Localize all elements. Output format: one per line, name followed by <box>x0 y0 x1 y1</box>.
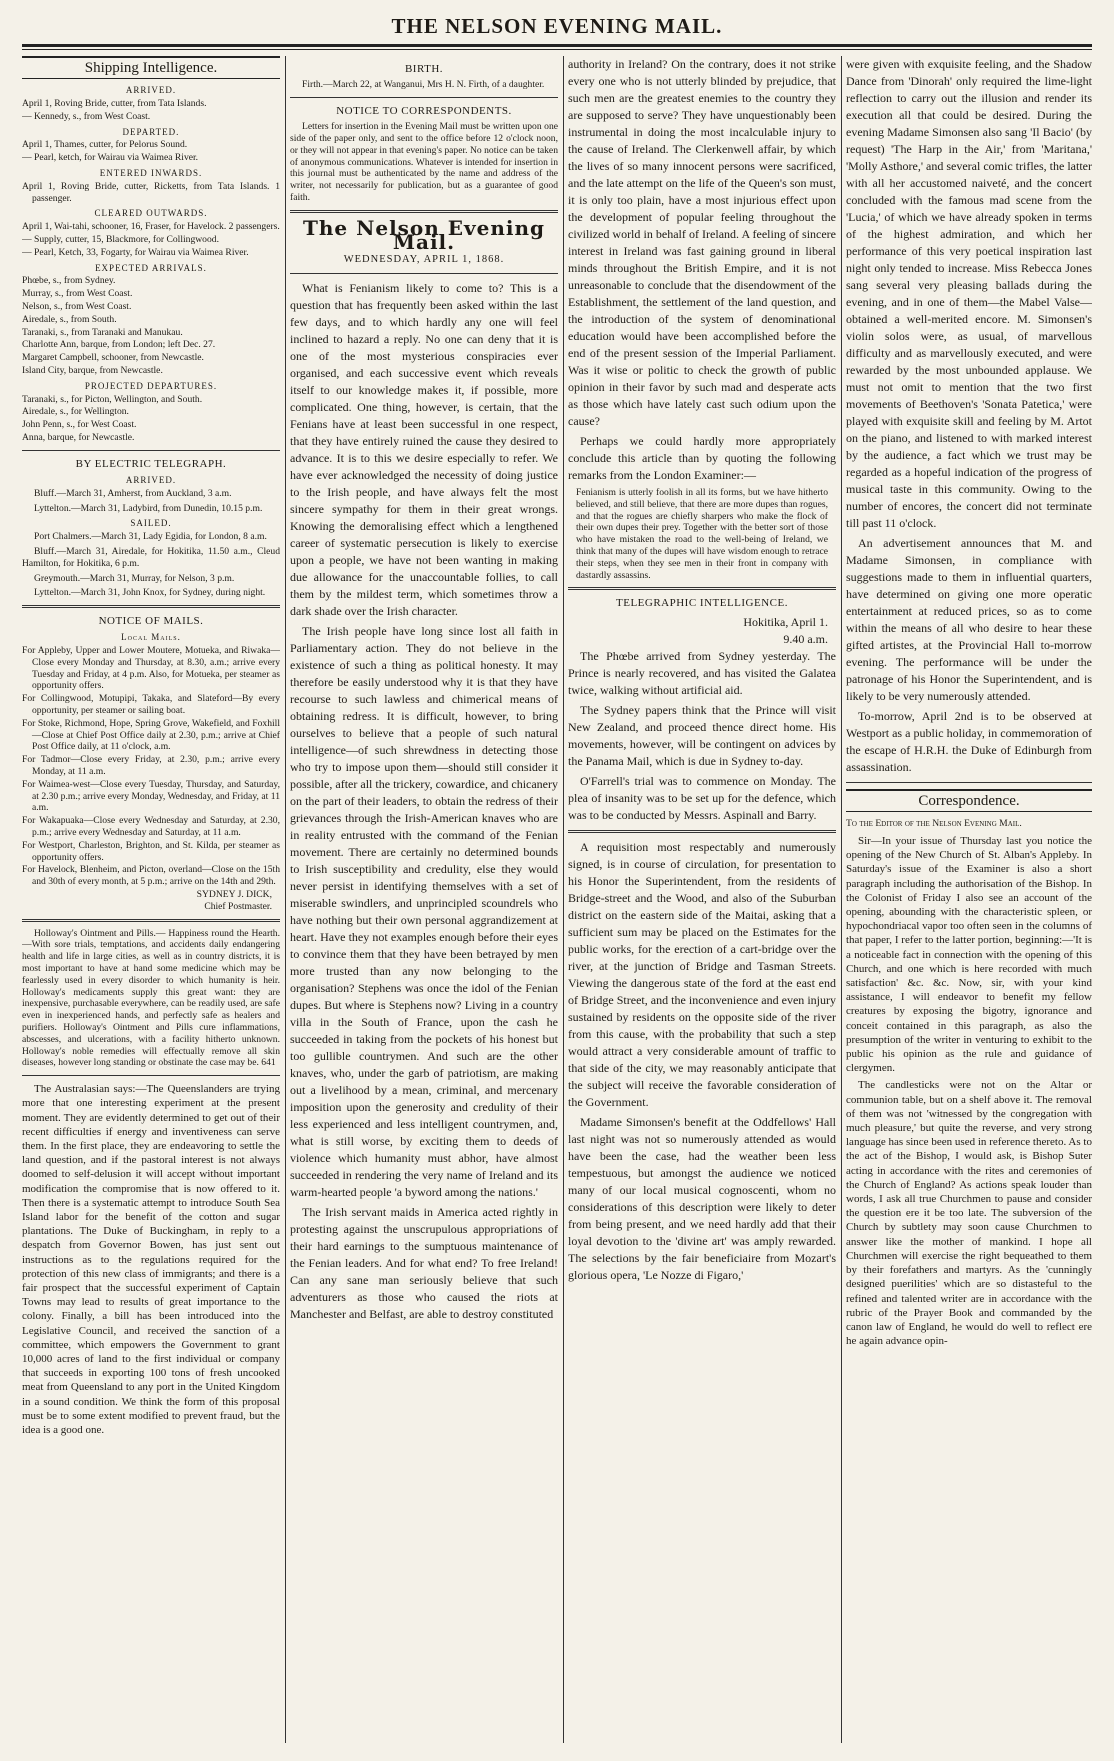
list-item: For Stoke, Richmond, Hope, Spring Grove, Wakefield, and Foxhill—Close at Chief Post Office daily at 2.30, p.m.; arrive at Chief Post Office daily, at 11 o'clock, a.m. <box>22 717 280 753</box>
list-item: Phœbe, s., from Sydney. <box>22 275 116 287</box>
divider <box>22 1075 280 1076</box>
australasian-article: The Australasian says:—The Queenslanders are trying more that one interesting experiment at the present moment. They are evidently determined to get out of their recent difficulties if energy and inventiveness can serve them. In the first place, they are endeavoring to settle the land question, and if the pastoral interest is not always doomed to self-delusion it will accept without important modification the compromise that is now offered to it. Then there is a systematic attempt to introduce South Sea Island labor for the benefit of the cotton and sugar plantations. The Duke of Buckingham, in reply to a despatch from Governor Bowen, has just sent out instructions as to the regulations required for the protection of this new class of immigrants; and there is a fair prospect that the successful experiment of Captain Towns may lead to results of great importance to the colony. Finally, a bill has been introduced into the Legislative Council, and received the sanction of a committee, which empowers the Government to grant 10,000 acres of land to the first individual or company that succeeds in exporting 100 tons of fresh uncooked meat from Queensland to any port in the United Kingdom in a sound condition. We think the form of this proposal must be to some extent modified to prevent fraud, but the idea is a good one. <box>22 1083 280 1437</box>
shipping-heading: Shipping Intelligence. <box>22 56 280 79</box>
list-item: Charlotte Ann, barque, from London; left Dec. 27. <box>22 339 216 351</box>
list-item: Murray, s., from West Coast. <box>22 288 133 300</box>
mails-section <box>22 632 280 912</box>
notice-heading: NOTICE TO CORRESPONDENTS. <box>336 105 512 117</box>
tele-p1: The Phœbe arrived from Sydney yesterday. The Prince is nearly recovered, and has visited the Galatea twice, walking without artificial aid. <box>568 648 836 697</box>
list-item: — Pearl, Ketch, 33, Fogarty, for Wairau via Waimea River. <box>22 246 249 258</box>
list-item: — Supply, cutter, 15, Blackmore, for Collingwood. <box>22 233 219 245</box>
examiner-quote: Fenianism is utterly foolish in all its forms, but we have hitherto believed, and still believe, that there are more dupes than rogues, and that the rogues are chiefly sharpers who make the flock of their own dupes their prey. Together with the better sort of those who have mistaken the road to the well-being of Ireland, we think that many of the dupes will have wisdom enough to retrace their steps, when they see men in their front in company with dastardly assassins. <box>576 487 828 581</box>
editorial-conclusion: Perhaps we could hardly more appropriately conclude this article than by quoting the following remarks from the London Examiner:— <box>568 434 836 482</box>
telegraphic-heading: TELEGRAPHIC INTELLIGENCE. <box>616 597 788 610</box>
divider <box>568 587 836 590</box>
projected-label: PROJECTED DEPARTURES. <box>84 380 218 391</box>
list-item: Bluff.—March 31, Amherst, from Auckland, 3 a.m. <box>34 487 232 499</box>
advert-article: An advertisement announces that M. and Madame Simonsen, in compliance with suggestions made to them in influential quarters, have determined on giving one more operatic entertainment at reduced prices, so as to come within the means of all who desire to hear these gifted artistes, at the Provincial Hall to-morrow evening. The performance will be under the patronage of his Honor the Superintendent, and is likely to be very numerously attended. <box>846 536 1092 703</box>
list-item: For Collingwood, Motupipi, Takaka, and Slateford—By every opportunity, per steamer or sailing boat. <box>22 693 280 717</box>
list-item: For Tadmor—Close every Friday, at 2.30, p.m.; arrive every Monday, at 11 a.m. <box>22 754 280 778</box>
tele-arrived-label: ARRIVED. <box>125 474 177 485</box>
local-mails-label: Local Mails. <box>121 632 181 643</box>
correspondence-heading: Correspondence. <box>846 789 1092 812</box>
editorial-p3: The Irish servant maids in America acted rightly in protesting against the unscrupulous appropriations of their hard earnings to the sumptuous maintenance of the Fenian leaders. And for what end? To free Ireland! Can any sane man seriously believe that such adventurers as those who caused the riots at Manchester and Belfast, are able to destroy constituted <box>290 1205 558 1322</box>
editorial-p2: The Irish people have long since lost all faith in Parliamentary action. They do not believe in the existence of such a thing as political honesty. It may therefore be easily understood why it is that they have recourse to such lawless and chimerical means of obtaining redress. It is difficult, however, to bring ourselves to believe that a people of such natural intelligence—of such shrewdness in detecting those who try to impose upon them—should still consider it possible, after all the trickery, cowardice, and chicanery on the part of their leaders, to obtain the redress of their grievances through the Irish-American knaves who are in reality entrusted with the command of the Fenian movement. There are certainly no determined bounds to Irish susceptibility and credulity, else they would never persist in identifying themselves with a set of miserable swindlers, and unprincipled scoundrels who have nothing but their own personal aggrandizement at heart. Have they not examples enough before their eyes to convince them that they have been betrayed by men more trusted than any now belonging to the organisation? Stephens was once the idol of the Fenian dupes. But where is Stephens now? Living in a country villa in the South of France, upon the cash he succeeded in taking from the pockets of his honest but too gullible countrymen. And such are the other knaves, who, under the garb of patriotism, are making out a livelihood by a mean, criminal, and mercenary imposition upon the generosity and credulity of their less experienced and less intelligent countrymen, and, what is still worse, by exciting them to deeds of violence which humanity must abhor, have almost succeeded in rendering the very name of Ireland and its warm-hearted people 'a byword among the nations.' <box>290 624 558 1200</box>
list-item: For Waimea-west—Close every Tuesday, Thursday, and Saturday, at 2.30 p.m.; arrive every Monday, Wednesday, and Friday, at 11 a.m. <box>22 778 280 814</box>
list-item: Taranaki, s., for Picton, Wellington, and South. <box>22 393 203 405</box>
divider <box>22 450 280 451</box>
shipping-section <box>22 85 280 444</box>
divider <box>290 210 558 213</box>
list-item: Nelson, s., from West Coast. <box>22 300 132 312</box>
telegraph-heading: BY ELECTRIC TELEGRAPH. <box>75 457 227 470</box>
list-item: April 1, Roving Bride, cutter, Ricketts, from Tata Islands. 1 passenger. <box>22 180 280 204</box>
list-item: John Penn, s., for West Coast. <box>22 419 137 431</box>
list-item: For Appleby, Upper and Lower Moutere, Motueka, and Riwaka—Close every Monday and Thursday, at 8.30, a.m.; arrive every Tuesday and Friday, at 4 p.m. Also, for Motueka, per steamer as opportunity offers. <box>22 645 280 692</box>
list-item: Airedale, s., from South. <box>22 313 117 325</box>
to-editor: To the Editor of the Nelson Evening Mail. <box>846 818 1022 830</box>
list-item: For Westport, Charleston, Brighton, and St. Kilda, per steamer as opportunity offers. <box>22 839 280 863</box>
entered-label: ENTERED INWARDS. <box>99 167 203 178</box>
arrived-label: ARRIVED. <box>125 85 177 96</box>
cleared-label: CLEARED OUTWARDS. <box>94 208 208 219</box>
list-item: April 1, Roving Bride, cutter, from Tata Islands. <box>22 98 207 109</box>
letter-p2: The candlesticks were not on the Altar or communion table, but on a shelf above it. The removal of them was not 'witnessed by the congregation with much pleasure,' but quite the reverse, and very strong language has since been used in reference thereto. As to the act of the Bishop, I would ask, is Bishop Suter acting in accordance with the rites and ceremonies of the Church of England? As actions speak louder than words, I ask all true Churchmen to pause and consider the question ere it be too late. The subversion of the Church by subtlety may soon cause Churchmen to answer like the mother of mankind. I hope all Churchmen will exercise the right bequeathed to them by their forefathers and martyrs. As the 'cunningly designed puerilities' which are so distasteful to the refined and talented writer are in accordance with the rubric of the Prayer Book and commanded by the canon law of England, he would do well to reflect ere he again advance opin- <box>846 1079 1092 1348</box>
simonsen-continued: were given with exquisite feeling, and the Shadow Dance from 'Dinorah' only required the lime-light reflection to carry out the illusion and render its execution all that could be desired. During the evening Madame Simonsen also sang 'Il Bacio' (by request) 'The Harp in the Air,' from 'Maritana,' 'Molly Asthore,' and several comic trifles, the latter with all her accustomed naiveté, and the concert concluded with the famous mad scene from the 'Lucia,' of which we have already spoken in terms of the highest admiration, and which her performance of this very poetical inspiration last night only tended to increase. Miss Rebecca Jones sang several very pleasing ballads during the evening, and in one of them—the Mabel Valse—obtained a well-merited encore. M. Simonsen's violin solos were, as usual, of marvellous difficulty and as marvellously executed, and were rewarded by the most unbounded applause. We must not omit to mention that the two first movements of Beethoven's 'Sonata Patetica,' were played with exquisite skill and feeling by M. Artot on the piano, and listened to with marked interest by the audience, a fact which we trust may be regarded as a hopeful indication of the progress of musical taste in this community. Owing to the number of encores, the concert did not terminate till past 11 o'clock. <box>846 57 1092 530</box>
list-item: Island City, barque, from Newcastle. <box>22 364 163 376</box>
divider <box>846 782 1092 783</box>
list-item: Lyttelton.—March 31, Ladybird, from Dunedin, 10.15 p.m. <box>34 502 263 514</box>
editorial-continued: authority in Ireland? On the contrary, does it not strike every one who is not utterly blinded by prejudice, that such men are the greatest enemies to the country they are supposed to serve? They have unquestionably been instrumental in doing the most incalculable injury to the cause of Ireland. The Clerkenwell affair, by which the lives of so many innocent persons were sacrificed, and the late attempt on the life of the Queen's son must, it is only too plain, have a most injurious effect upon the development of popular feeling throughout the civilized world in behalf of Ireland. A feeling of sincere interest in Ireland was fast gaining ground in liberal minds throughout the British Empire, and it is not unreasonable to conclude that the disendowment of the Establishment, the settlement of the land question, and the introduction of the system of denominational education would have been accomplished before the end of the present session of the Imperial Parliament. Was it wise or politic to check the growth of public opinion in their favor by such mad and desperate acts as those which have lately cast such odium upon the cause? <box>568 57 836 428</box>
column-divider <box>285 56 286 1743</box>
list-item: Taranaki, s., from Taranaki and Manukau. <box>22 326 183 338</box>
list-item: — Pearl, ketch, for Wairau via Waimea River. <box>22 152 199 164</box>
editorial-p1: What is Fenianism likely to come to? This is a question that has frequently been asked within the last few days, and to which hardly any one will feel inclined to hazard a reply. No one can deny that it is one of the most mysterious conspiracies ever organised, and each successive event which reveals itself to our knowledge makes it, if possible, more complicated. One thing, however, is certain, that the Fenians have at least been successful in one respect, that they have entirely ruined the cause they desired to advance. It is to this we desire especially to refer. We have ever acknowledged the necessity of doing justice to the Irish people, and have always felt the most sincere sympathy for them in their great wrongs. Knowing the demoralising effect which a lengthened career of systematic persecution is likely to exercise upon a people, we have not been wanting in making due allowance for the unaccountable follies, to call them by the mildest term, which sometimes throw a dark shade over the Irish character. <box>290 281 558 619</box>
list-item: For Havelock, Blenheim, and Picton, overland—Close on the 15th and 30th of every month, at 5 p.m.; arrive on the 14th and 29th. <box>22 864 280 888</box>
list-item: — Kennedy, s., from West Coast. <box>22 110 151 122</box>
telegraph-section <box>22 475 280 599</box>
divider <box>22 919 280 922</box>
notice-text: Letters for insertion in the Evening Mail must be written upon one side of the paper only, and sent to the office before 12 o'clock noon, or they will not appear in that evening's paper. No notice can be taken of anonymous communications. Whatever is intended for insertion in this journal must be authenticated by the name and address of the writer, not necessarily for publication, but as a guarantee of good faith. <box>290 121 558 203</box>
column-2 <box>290 56 558 1747</box>
mails-heading: NOTICE OF MAILS. <box>98 615 204 628</box>
divider <box>22 605 280 608</box>
holloway-number: 641 <box>261 1057 276 1069</box>
divider <box>568 830 836 833</box>
column-1 <box>22 56 280 1747</box>
holloway-advert <box>22 928 280 1070</box>
issue-date: WEDNESDAY, APRIL 1, 1868. <box>343 254 505 266</box>
tele-time: 9.40 a.m. <box>783 631 828 646</box>
masthead-title: THE NELSON EVENING MAIL. <box>391 14 723 38</box>
list-item: Lyttelton.—March 31, John Knox, for Sydney, during night. <box>34 587 266 599</box>
list-item: Airedale, s., for Wellington. <box>22 406 129 418</box>
signature: SYDNEY J. DICK, <box>196 889 272 901</box>
tele-sailed-label: SAILED. <box>130 518 172 529</box>
expected-label: EXPECTED ARRIVALS. <box>95 262 207 273</box>
divider <box>290 97 558 98</box>
list-item: Port Chalmers.—March 31, Lady Egidia, for London, 8 a.m. <box>34 531 267 543</box>
tele-p3: O'Farrell's trial was to commence on Monday. The plea of insanity was to be set up for the defence, which was to be conducted by Messrs. Aspinall and Barry. <box>568 773 836 822</box>
list-item: April 1, Wai-tahi, schooner, 16, Fraser, for Havelock. 2 passengers. <box>22 221 280 233</box>
column-3 <box>568 56 836 1747</box>
birth-notice: Firth.—March 22, at Wanganui, Mrs H. N. Firth, of a daughter. <box>302 79 545 91</box>
letter-p1: Sir—In your issue of Thursday last you notice the opening of the New Church of St. Alban's Appleby. In Saturday's issue of the Examiner is also a short paragraph including the authorisation of the Bishop. In the Colonist of Friday I also see an account of the opening, abounding with the characteristic spleen, or hypochondriacal vapor too often seen in the columns of that paper, I refer to the latter portion, beginning:—'It is a noticeable fact in connection with the opening of this Church, and one which is here recorded with much satisfaction' &c. &c. Now, sir, with your kind assistance, I will endeavor to benefit my fellow creatures by exposing the bigotry, ignorance and conceit contained in this paragraph, as also the presumption of the writer in venturing to exhibit to the public his opinion as the rule and guidance of clergymen. <box>846 835 1092 1075</box>
simonsen-article: Madame Simonsen's benefit at the Oddfellows' Hall last night was not so numerously attended as would have been the case, had the weather been less tempestuous, but amongst the audience we noticed many of our local musical cognoscenti, whom no considerations of this description were likely to deter from being present, and we need hardly add that their loyal devotion to the 'divine art' was amply rewarded. The selections by the fair beneficiaire from Mozart's glorious opera, 'Le Nozze di Figaro,' <box>568 1114 836 1282</box>
tele-place: Hokitika, April 1. <box>743 614 828 629</box>
tele-p2: The Sydney papers think that the Prince will visit New Zealand, and proceed thence direct home. His movements, however, will be contingent on advices by the Panama Mail, which is due in Sydney to-day. <box>568 702 836 768</box>
paper-title: The Nelson Evening Mail. <box>302 215 546 254</box>
birth-heading: BIRTH. <box>404 63 444 75</box>
signature-title: Chief Postmaster. <box>204 900 272 912</box>
holiday-article: To-morrow, April 2nd is to be observed at Westport as a public holiday, in commemoration of the escape of H.R.H. the Duke of Edinburgh from assassination. <box>846 709 1092 774</box>
column-divider <box>563 56 564 1743</box>
list-item: Bluff.—March 31, Airedale, for Hokitika, 11.50 a.m., Cleud Hamilton, for Hokitika, 6 p.m. <box>22 545 280 569</box>
column-4 <box>846 56 1092 1747</box>
divider <box>290 273 558 274</box>
list-item: Margaret Campbell, schooner, from Newcastle. <box>22 352 204 364</box>
list-item: Anna, barque, for Newcastle. <box>22 431 135 443</box>
masthead-rule-thin <box>22 49 1092 50</box>
holloway-text: Holloway's Ointment and Pills.— Happiness round the Hearth.—With sore trials, temptations, and accidents daily endangering health and life in large cities, as well as in country districts, it is most important to have at hand some medicine which may be fearlessly used in every disorder to which humanity is heir. Holloway's medicaments supply this great want: they are inexpensive, purchasable everywhere, can be readily used, are safe even in inexperienced hands, and perfectly safe as healers and purifiers. Holloway's Ointment and Pills cure inflammations, abscesses, and ulcerations, with a facility hitherto unknown. Holloway's noble remedies will effectually remove all skin diseases, however long standing or obstinate the case may be. <box>22 927 280 1069</box>
requisition-article: A requisition most respectably and numerously signed, is in course of circulation, for presentation to his Honor the Superintendent, from the residents of Bridge-street and the Wood, and also of the Suburban district on the eastern side of the Maitai, asking that a sufficient sum may be placed on the Estimates for the public works, for the erection of a cart-bridge over the river, at the junction of Bridge and Tasman Streets. Viewing the dangerous state of the ford at the east end of Bridge Street, and the inconvenience and even injury sustained by residents on the opposite side of the river from this cause, with the probability that such a step would attract a very considerable amount of traffic to that side of the city, we may reasonably anticipate that the subject will receive the favorable consideration of the Government. <box>568 839 836 1109</box>
list-item: For Wakapuaka—Close every Wednesday and Saturday, at 2.30, p.m.; arrive every Wednesday and Saturday, at 11 a.m. <box>22 815 280 839</box>
column-divider <box>841 56 842 1743</box>
departed-label: DEPARTED. <box>122 126 180 137</box>
masthead-rule <box>22 44 1092 47</box>
list-item: April 1, Thames, cutter, for Pelorus Sound. <box>22 139 188 151</box>
list-item: Greymouth.—March 31, Murray, for Nelson, 3 p.m. <box>34 572 235 584</box>
